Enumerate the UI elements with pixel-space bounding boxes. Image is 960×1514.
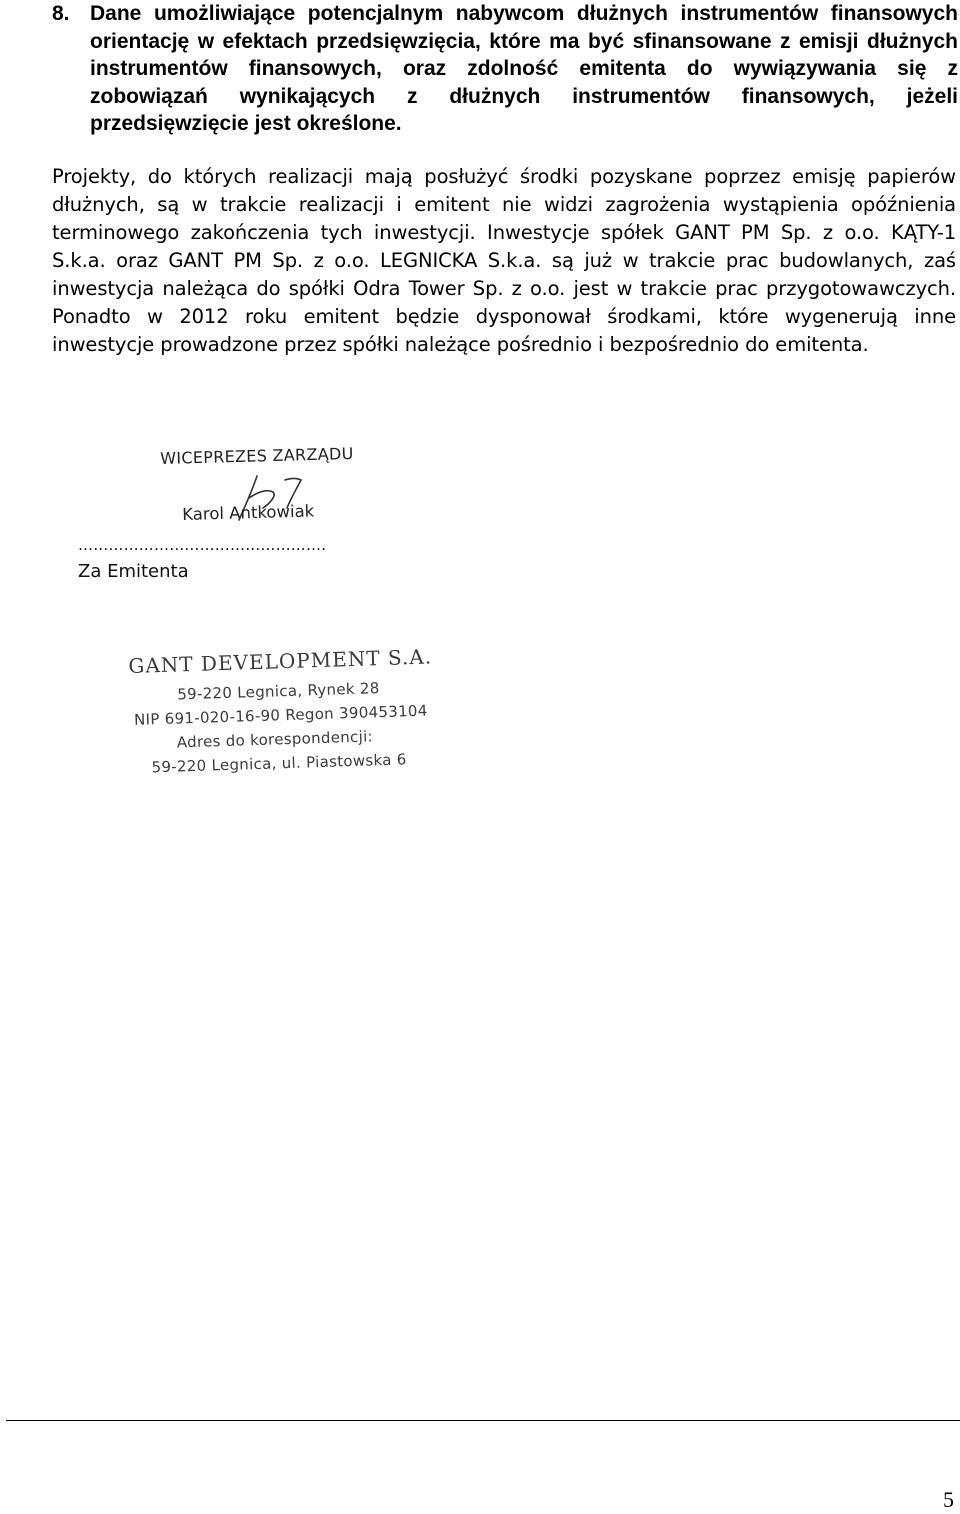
stamp-correspondence-label: Adres do korespondencji: (176, 727, 374, 752)
footer-divider (6, 1420, 960, 1421)
signature-line: …………………………………………. (78, 536, 327, 554)
signature-caption: Za Emitenta (78, 561, 189, 582)
section-number: 8. (52, 2, 70, 25)
stamp-correspondence-address: 59-220 Legnica, ul. Piastowska 6 (151, 750, 407, 777)
section-heading-text: Dane umożliwiające potencjalnym nabywcom dłużnych instrumentów finansowych orientację w efektach przedsięwzięcia, które ma być sfinansowane z emisji dłużnych instrumentów finansowych, oraz zdolność emitenta do wywiązywania się z zobowiązań wynikających z dłużnych instrumentów finansowych, jeżeli przedsięwzięcie jest określone. (90, 2, 958, 135)
stamp-address: 59-220 Legnica, Rynek 28 (177, 679, 380, 704)
page-number: 5 (943, 1487, 954, 1512)
signatory-title: WICEPREZES ZARZĄDU (160, 443, 354, 468)
company-stamp (128, 643, 492, 780)
signatory-name: Karol Antkowiak (182, 501, 315, 524)
stamp-company: GANT DEVELOPMENT S.A. (128, 644, 433, 678)
section-body: Projekty, do których realizacji mają posłużyć środki pozyskane poprzez emisję papierów dłużnych, są w trakcie realizacji i emitent nie widzi zagrożenia wystąpienia opóźnienia terminowego zakończenia tych inwestycji. Inwestycje spółek GANT PM Sp. z o.o. KĄTY-1 S.k.a. oraz GANT PM Sp. z o.o. LEGNICKA S.k.a. są już w trakcie prac budowlanych, zaś inwestycja należąca do spółki Odra Tower Sp. z o.o. jest w trakcie prac przygotowawczych. Ponadto w 2012 roku emitent będzie dysponował środkami, które wygenerują inne inwestycje prowadzone przez spółki należące pośrednio i bezpośrednio do emitenta. (52, 165, 956, 356)
stamp-ids: NIP 691-020-16-90 Regon 390453104 (133, 701, 428, 729)
section-heading (52, 0, 958, 138)
